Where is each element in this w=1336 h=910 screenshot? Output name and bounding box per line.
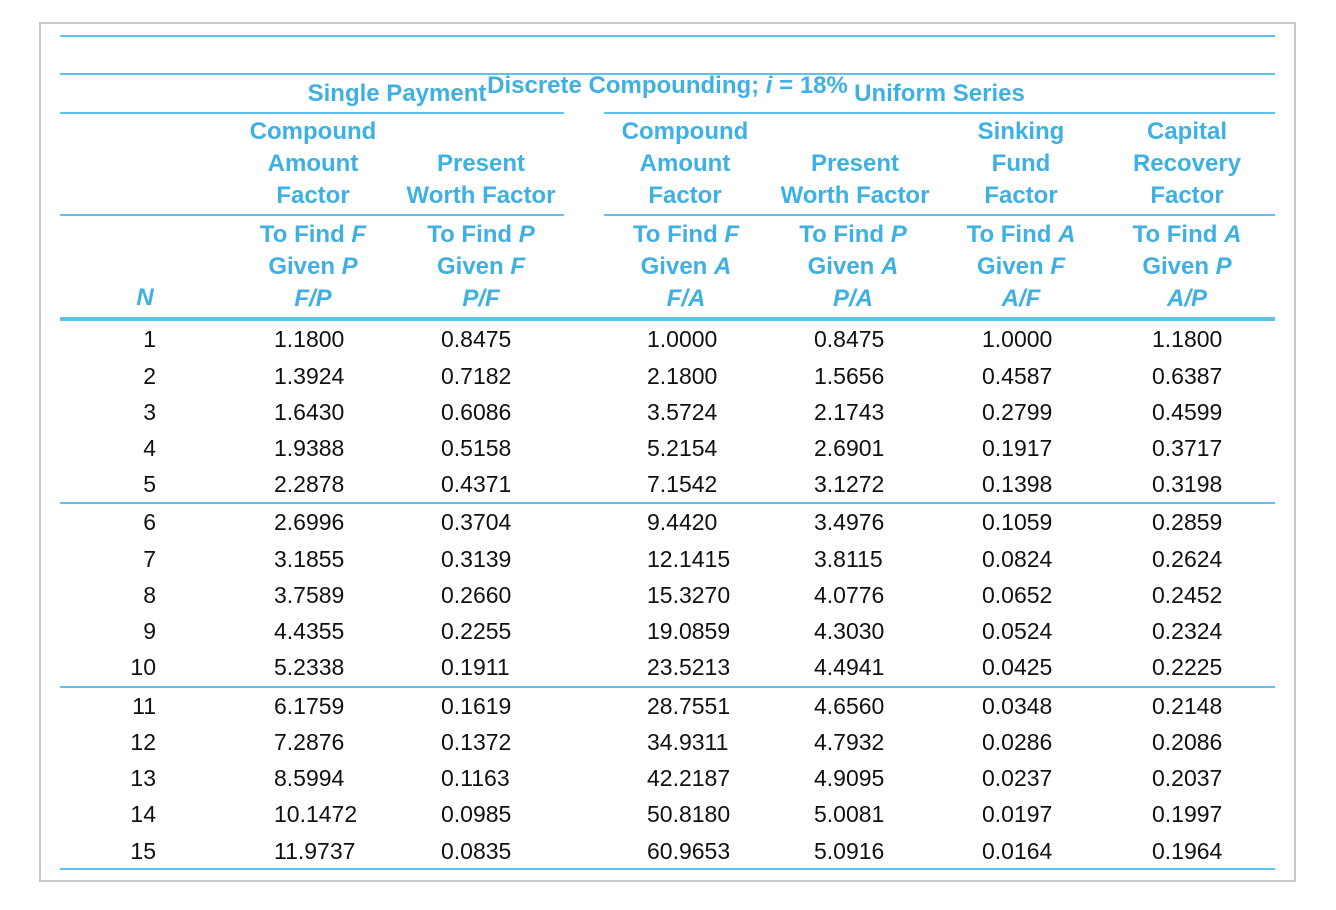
table-cell: 4.3030 — [814, 618, 885, 644]
table-cell: 0.0425 — [982, 654, 1053, 680]
table-cell: 0.2660 — [441, 582, 512, 608]
table-cell: 2.6996 — [274, 509, 345, 535]
table-cell: 0.3704 — [441, 509, 512, 535]
table-cell: 0.1917 — [982, 435, 1053, 461]
row-n-value: 6 — [143, 509, 156, 535]
table-cell: 0.1964 — [1152, 838, 1223, 864]
factor-name-1: Compound Amount Factor — [249, 118, 377, 209]
factor-name-2: Present Worth Factor — [406, 150, 556, 209]
table-cell: 5.2154 — [647, 435, 718, 461]
table-cell: 4.7932 — [814, 729, 885, 755]
table-cell: 1.5656 — [814, 363, 885, 389]
table-cell: 4.9095 — [814, 765, 885, 791]
table-cell: 0.1372 — [441, 729, 512, 755]
table-cell: 4.4355 — [274, 618, 345, 644]
table-cell: 50.8180 — [647, 801, 731, 827]
table-cell: 0.2324 — [1152, 618, 1223, 644]
row-n-value: 14 — [130, 801, 156, 827]
column-header-4: To Find P Given A P/A — [799, 221, 907, 312]
row-n-value: 13 — [130, 765, 156, 791]
table-cell: 3.1272 — [814, 471, 885, 497]
rule-below-factor-names-right — [604, 214, 1275, 216]
table-cell: 4.6560 — [814, 693, 885, 719]
table-cell: 2.1800 — [647, 363, 718, 389]
table-cell: 3.8115 — [814, 546, 883, 572]
row-n-value: 10 — [130, 654, 156, 680]
table-cell: 0.1163 — [441, 765, 510, 791]
table-cell: 0.2859 — [1152, 509, 1223, 535]
table-cell: 0.2086 — [1152, 729, 1223, 755]
table-cell: 0.3139 — [441, 546, 512, 572]
table-cell: 1.0000 — [982, 326, 1053, 352]
table-cell: 0.0348 — [982, 693, 1053, 719]
table-cell: 0.1911 — [441, 654, 510, 680]
row-n-value: 15 — [130, 838, 156, 864]
row-n-value: 4 — [143, 435, 156, 461]
row-n-value: 12 — [130, 729, 156, 755]
factor-name-5: Sinking Fund Factor — [977, 118, 1065, 209]
table-cell: 34.9311 — [647, 729, 729, 755]
row-n-value: 2 — [143, 363, 156, 389]
n-column-label: N — [136, 284, 154, 311]
table-cell: 0.0824 — [982, 546, 1053, 572]
rule-uniform-series — [604, 112, 1275, 114]
rule-top — [60, 35, 1275, 37]
table-cell: 4.0776 — [814, 582, 885, 608]
factor-name-4: Present Worth Factor — [780, 150, 930, 209]
table-cell: 0.0835 — [441, 838, 512, 864]
table-cell: 8.5994 — [274, 765, 345, 791]
column-header-5: To Find A Given F A/F — [966, 221, 1076, 312]
table-cell: 0.0652 — [982, 582, 1053, 608]
table-cell: 7.2876 — [274, 729, 345, 755]
row-n-value: 3 — [143, 399, 156, 425]
table-cell: 0.2624 — [1152, 546, 1223, 572]
table-cell: 2.6901 — [814, 435, 885, 461]
table-cell: 0.2255 — [441, 618, 512, 644]
table-cell: 0.4587 — [982, 363, 1053, 389]
table-cell: 0.2148 — [1152, 693, 1223, 719]
table-cell: 0.0237 — [982, 765, 1053, 791]
row-n-value: 11 — [132, 693, 156, 719]
table-cell: 0.8475 — [814, 326, 885, 352]
group-uniform-series: Uniform Series — [854, 80, 1025, 107]
table-cell: 3.4976 — [814, 509, 885, 535]
rule-below-factor-names — [60, 214, 564, 216]
factor-name-3: Compound Amount Factor — [621, 118, 749, 209]
table-cell: 0.7182 — [441, 363, 512, 389]
table-cell: 28.7551 — [647, 693, 731, 719]
table-cell: 0.3198 — [1152, 471, 1223, 497]
rule-single-payment — [60, 112, 564, 114]
table-cell: 0.6086 — [441, 399, 512, 425]
column-header-1: To Find F Given P F/P — [259, 221, 367, 312]
table-cell: 0.1619 — [441, 693, 512, 719]
row-n-value: 7 — [143, 546, 156, 572]
table-cell: 0.6387 — [1152, 363, 1223, 389]
row-n-value: 9 — [143, 618, 156, 644]
table-cell: 15.3270 — [647, 582, 731, 608]
table-cell: 1.1800 — [274, 326, 345, 352]
row-n-value: 1 — [143, 326, 156, 352]
table-cell: 6.1759 — [274, 693, 345, 719]
table-cell: 23.5213 — [647, 654, 731, 680]
table-cell: 12.1415 — [647, 546, 731, 572]
column-header-3: To Find F Given A F/A — [632, 221, 740, 312]
table-cell: 0.2799 — [982, 399, 1053, 425]
table-cell: 0.0197 — [982, 801, 1053, 827]
table-cell: 0.2037 — [1152, 765, 1223, 791]
table-cell: 60.9653 — [647, 838, 731, 864]
table-cell: 2.1743 — [814, 399, 885, 425]
column-header-2: To Find P Given F P/F — [427, 221, 535, 312]
table-cell: 0.0985 — [441, 801, 512, 827]
table-cell: 9.4420 — [647, 509, 718, 535]
factor-name-6: Capital Recovery Factor — [1132, 118, 1242, 209]
column-header-6: To Find A Given P A/P — [1132, 221, 1242, 312]
table-cell: 0.3717 — [1152, 435, 1223, 461]
table-cell: 5.0081 — [814, 801, 885, 827]
table-cell: 0.0164 — [982, 838, 1053, 864]
table-cell: 3.1855 — [274, 546, 345, 572]
table-cell: 7.1542 — [647, 471, 718, 497]
table-cell: 1.6430 — [274, 399, 345, 425]
table-cell: 1.0000 — [647, 326, 718, 352]
table-cell: 4.4941 — [814, 654, 885, 680]
table-cell: 10.1472 — [274, 801, 358, 827]
table-title: Discrete Compounding; i = 18% — [487, 72, 848, 99]
table-cell: 42.2187 — [647, 765, 731, 791]
table-cell: 0.2225 — [1152, 654, 1223, 680]
table-cell: 0.1059 — [982, 509, 1053, 535]
table-cell: 2.2878 — [274, 471, 345, 497]
table-cell: 0.1398 — [982, 471, 1053, 497]
table-cell: 5.0916 — [814, 838, 885, 864]
table-cell: 0.4599 — [1152, 399, 1223, 425]
table-cell: 0.5158 — [441, 435, 512, 461]
table-cell: 0.1997 — [1152, 801, 1223, 827]
table-cell: 3.7589 — [274, 582, 345, 608]
table-cell: 11.9737 — [274, 838, 356, 864]
row-n-value: 5 — [143, 471, 156, 497]
table-cell: 0.2452 — [1152, 582, 1223, 608]
table-cell: 0.0286 — [982, 729, 1053, 755]
table-cell: 1.1800 — [1152, 326, 1223, 352]
group-single-payment: Single Payment — [307, 80, 487, 107]
table-cell: 19.0859 — [647, 618, 731, 644]
table-cell: 0.4371 — [441, 471, 512, 497]
table-cell: 0.0524 — [982, 618, 1053, 644]
table-cell: 1.9388 — [274, 435, 345, 461]
table-cell: 1.3924 — [274, 363, 345, 389]
table-cell: 0.8475 — [441, 326, 512, 352]
table-cell: 5.2338 — [274, 654, 345, 680]
table-cell: 3.5724 — [647, 399, 718, 425]
row-n-value: 8 — [143, 582, 156, 608]
